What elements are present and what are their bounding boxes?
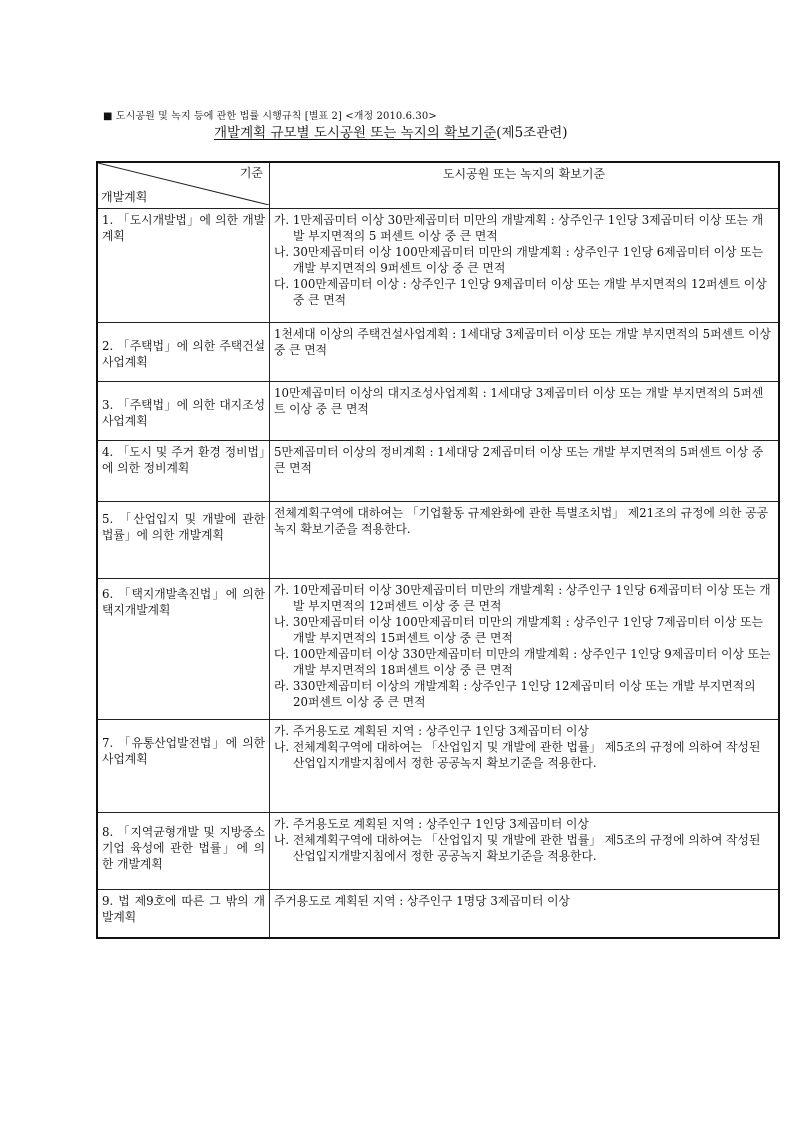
column-header: 도시공원 또는 녹지의 확보기준 [270,162,780,209]
page-title [214,121,568,141]
plan-cell: 2. 「주택법」에 의한 주택건설사업계획 [102,339,265,369]
table-row [97,579,779,720]
criteria-item: 5만제곱미터 이상의 정비계획 : 1세대당 2제곱미터 이상 또는 개발 부지면적의 5퍼센트 이상 중 큰 면적 [274,445,764,475]
header-criteria-label: 기준 [239,166,263,180]
criteria-cell [270,441,780,502]
plan-cell: 9. 법 제9호에 따른 그 밖의 개발계획 [102,894,265,924]
table-row [97,813,779,890]
criteria-item: 가. 10만제곱미터 이상 30만제곱미터 미만의 개발계획 : 상주인구 1인당 6제곱미터 이상 또는 개발 부지면적의 12퍼센트 이상 중 큰 면적 [274,583,771,613]
table-header-row [97,162,779,209]
title-main: 개발계획 규모별 도시공원 또는 녹지의 확보기준 [214,125,497,141]
criteria-item: 나. 전체계획구역에 대하여는 「산업입지 및 개발에 관한 법률」 제5조의 규정에 의하여 작성된 산업입지개발지침에서 정한 공공녹지 확보기준을 적용한다. [274,833,761,863]
criteria-cell [270,382,780,441]
criteria-cell [270,209,780,323]
table-row [97,502,779,579]
criteria-cell [270,323,780,382]
title-suffix: (제5조관련) [496,125,568,141]
pre-title: ■ 도시공원 및 녹지 등에 관한 법률 시행규칙 [별표 2] <개정 2010.6.30> [103,111,437,122]
table-row [97,720,779,813]
plan-cell: 8. 「지역균형개발 및 지방중소기업 육성에 관한 법률」에 의한 개발계획 [102,825,265,871]
table-row [97,382,779,441]
plan-cell: 1. 「도시개발법」에 의한 개발계획 [102,213,265,243]
plan-cell: 6. 「택지개발촉진법」에 의한 택지개발계획 [102,587,265,617]
criteria-item: 10만제곱미터 이상의 대지조성사업계획 : 1세대당 3제곱미터 이상 또는 개발 부지면적의 5퍼센트 이상 중 큰 면적 [274,386,764,416]
plan-cell: 7. 「유통산업발전법」에 의한 사업계획 [102,736,265,766]
criteria-cell [270,502,780,579]
criteria-cell [270,813,780,890]
diagonal-header-cell [97,162,270,209]
table-row [97,441,779,502]
criteria-item: 다. 100만제곱미터 이상 330만제곱미터 미만의 개발계획 : 상주인구 1인당 9제곱미터 이상 또는 개발 부지면적의 18퍼센트 이상 중 큰 면적 [274,647,771,677]
criteria-table [96,161,780,939]
table-row [97,323,779,382]
criteria-item: 라. 330만제곱미터 이상의 개발계획 : 상주인구 1인당 12제곱미터 이상 또는 개발 부지면적의 20퍼센트 이상 중 큰 면적 [274,679,756,709]
table-row [97,890,779,939]
criteria-item: 주거용도로 계획된 지역 : 상주인구 1명당 3제곱미터 이상 [274,894,570,908]
criteria-item: 나. 30만제곱미터 이상 100만제곱미터 미만의 개발계획 : 상주인구 1인당 6제곱미터 이상 또는 개발 부지면적의 9퍼센트 이상 중 큰 면적 [274,245,763,275]
criteria-cell [270,579,780,720]
criteria-item: 전체계획구역에 대하여는 「기업활동 규제완화에 관한 특별조치법」 제21조의 규정에 의한 공공녹지 확보기준을 적용한다. [274,506,769,536]
criteria-item: 1천세대 이상의 주택건설사업계획 : 1세대당 3제곱미터 이상 또는 개발 부지면적의 5퍼센트 이상 중 큰 면적 [274,327,771,357]
header-plan-label: 개발계획 [101,190,148,204]
criteria-item: 나. 전체계획구역에 대하여는 「산업입지 및 개발에 관한 법률」 제5조의 규정에 의하여 작성된 산업입지개발지침에서 정한 공공녹지 확보기준을 적용한다. [274,740,761,770]
plan-cell: 5. 「산업입지 및 개발에 관한 법률」에 의한 개발계획 [102,512,265,542]
criteria-item: 나. 30만제곱미터 이상 100만제곱미터 미만의 개발계획 : 상주인구 1인당 7제곱미터 이상 또는 개발 부지면적의 15퍼센트 이상 중 큰 면적 [274,615,763,645]
criteria-item: 다. 100만제곱미터 이상 : 상주인구 1인당 9제곱미터 이상 또는 개발 부지면적의 12퍼센트 이상 중 큰 면적 [274,277,767,307]
criteria-item: 가. 주거용도로 계획된 지역 : 상주인구 1인당 3제곱미터 이상 [274,817,589,831]
plan-cell: 4. 「도시 및 주거 환경 정비법」에 의한 정비계획 [102,445,265,475]
criteria-cell [270,890,780,939]
table-row [97,209,779,323]
criteria-item: 가. 1만제곱미터 이상 30만제곱미터 미만의 개발계획 : 상주인구 1인당 3제곱미터 이상 또는 개발 부지면적의 5 퍼센트 이상 중 큰 면적 [274,213,764,243]
criteria-item: 가. 주거용도로 계획된 지역 : 상주인구 1인당 3제곱미터 이상 [274,724,589,738]
criteria-cell [270,720,780,813]
plan-cell: 3. 「주택법」에 의한 대지조성사업계획 [102,398,265,428]
